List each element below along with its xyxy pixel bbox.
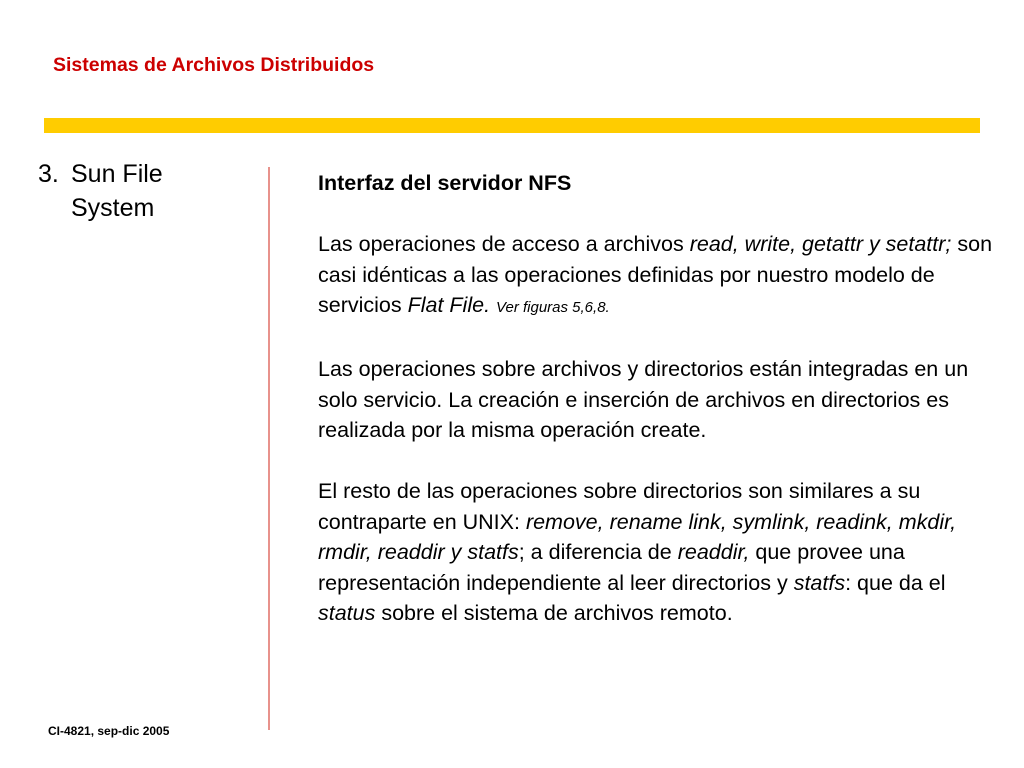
paragraph-2 bbox=[318, 354, 1008, 446]
section-title-line1: Sun File bbox=[71, 160, 163, 188]
paragraph-1 bbox=[318, 229, 1008, 324]
section-title-line2: System bbox=[71, 194, 155, 222]
p1-text-2: son casi idénticas a las operaciones definidas por nuestro modelo de servicios bbox=[318, 232, 993, 317]
p3-text-2: ; a diferencia de bbox=[518, 540, 678, 564]
title-underline-bar bbox=[44, 118, 980, 133]
footer-course-label: CI-4821, sep-dic 2005 bbox=[48, 724, 170, 738]
p3-italic-ops: remove, rename link, symlink, readink, mkdir, rmdir, readdir y statfs bbox=[318, 509, 957, 564]
vertical-divider bbox=[268, 167, 270, 730]
p3-text-4: : que da el bbox=[845, 570, 946, 595]
p3-text-3: que provee una representación independiente al leer directorios y bbox=[318, 540, 905, 595]
section-title bbox=[71, 157, 231, 225]
p1-italic-ops: read, write, getattr y setattr; bbox=[689, 232, 952, 256]
p1-text-1: Las operaciones de acceso a archivos bbox=[318, 232, 690, 256]
slide-title: Sistemas de Archivos Distribuidos bbox=[53, 54, 375, 76]
p3-italic-statfs: statfs bbox=[793, 570, 846, 595]
section-number: 3. bbox=[38, 160, 59, 188]
p1-figure-note: Ver figuras 5,6,8. bbox=[496, 299, 610, 316]
paragraph-3 bbox=[318, 476, 1008, 629]
p3-text-5: sobre el sistema de archivos remoto. bbox=[375, 601, 733, 625]
p3-text-1: El resto de las operaciones sobre directorios son similares a su contraparte en UNIX: bbox=[318, 479, 921, 534]
content-heading: Interfaz del servidor NFS bbox=[318, 171, 572, 195]
content-body bbox=[318, 168, 1008, 659]
p3-italic-status: status bbox=[318, 601, 376, 625]
p1-italic-flatfile: Flat File. bbox=[407, 293, 491, 317]
p3-italic-readdir: readdir, bbox=[677, 540, 750, 564]
p2-text: Las operaciones sobre archivos y directorios están integradas en un solo servicio. La creación e inserción de archivos en directorios es realizada por la misma operación create. bbox=[318, 357, 969, 442]
